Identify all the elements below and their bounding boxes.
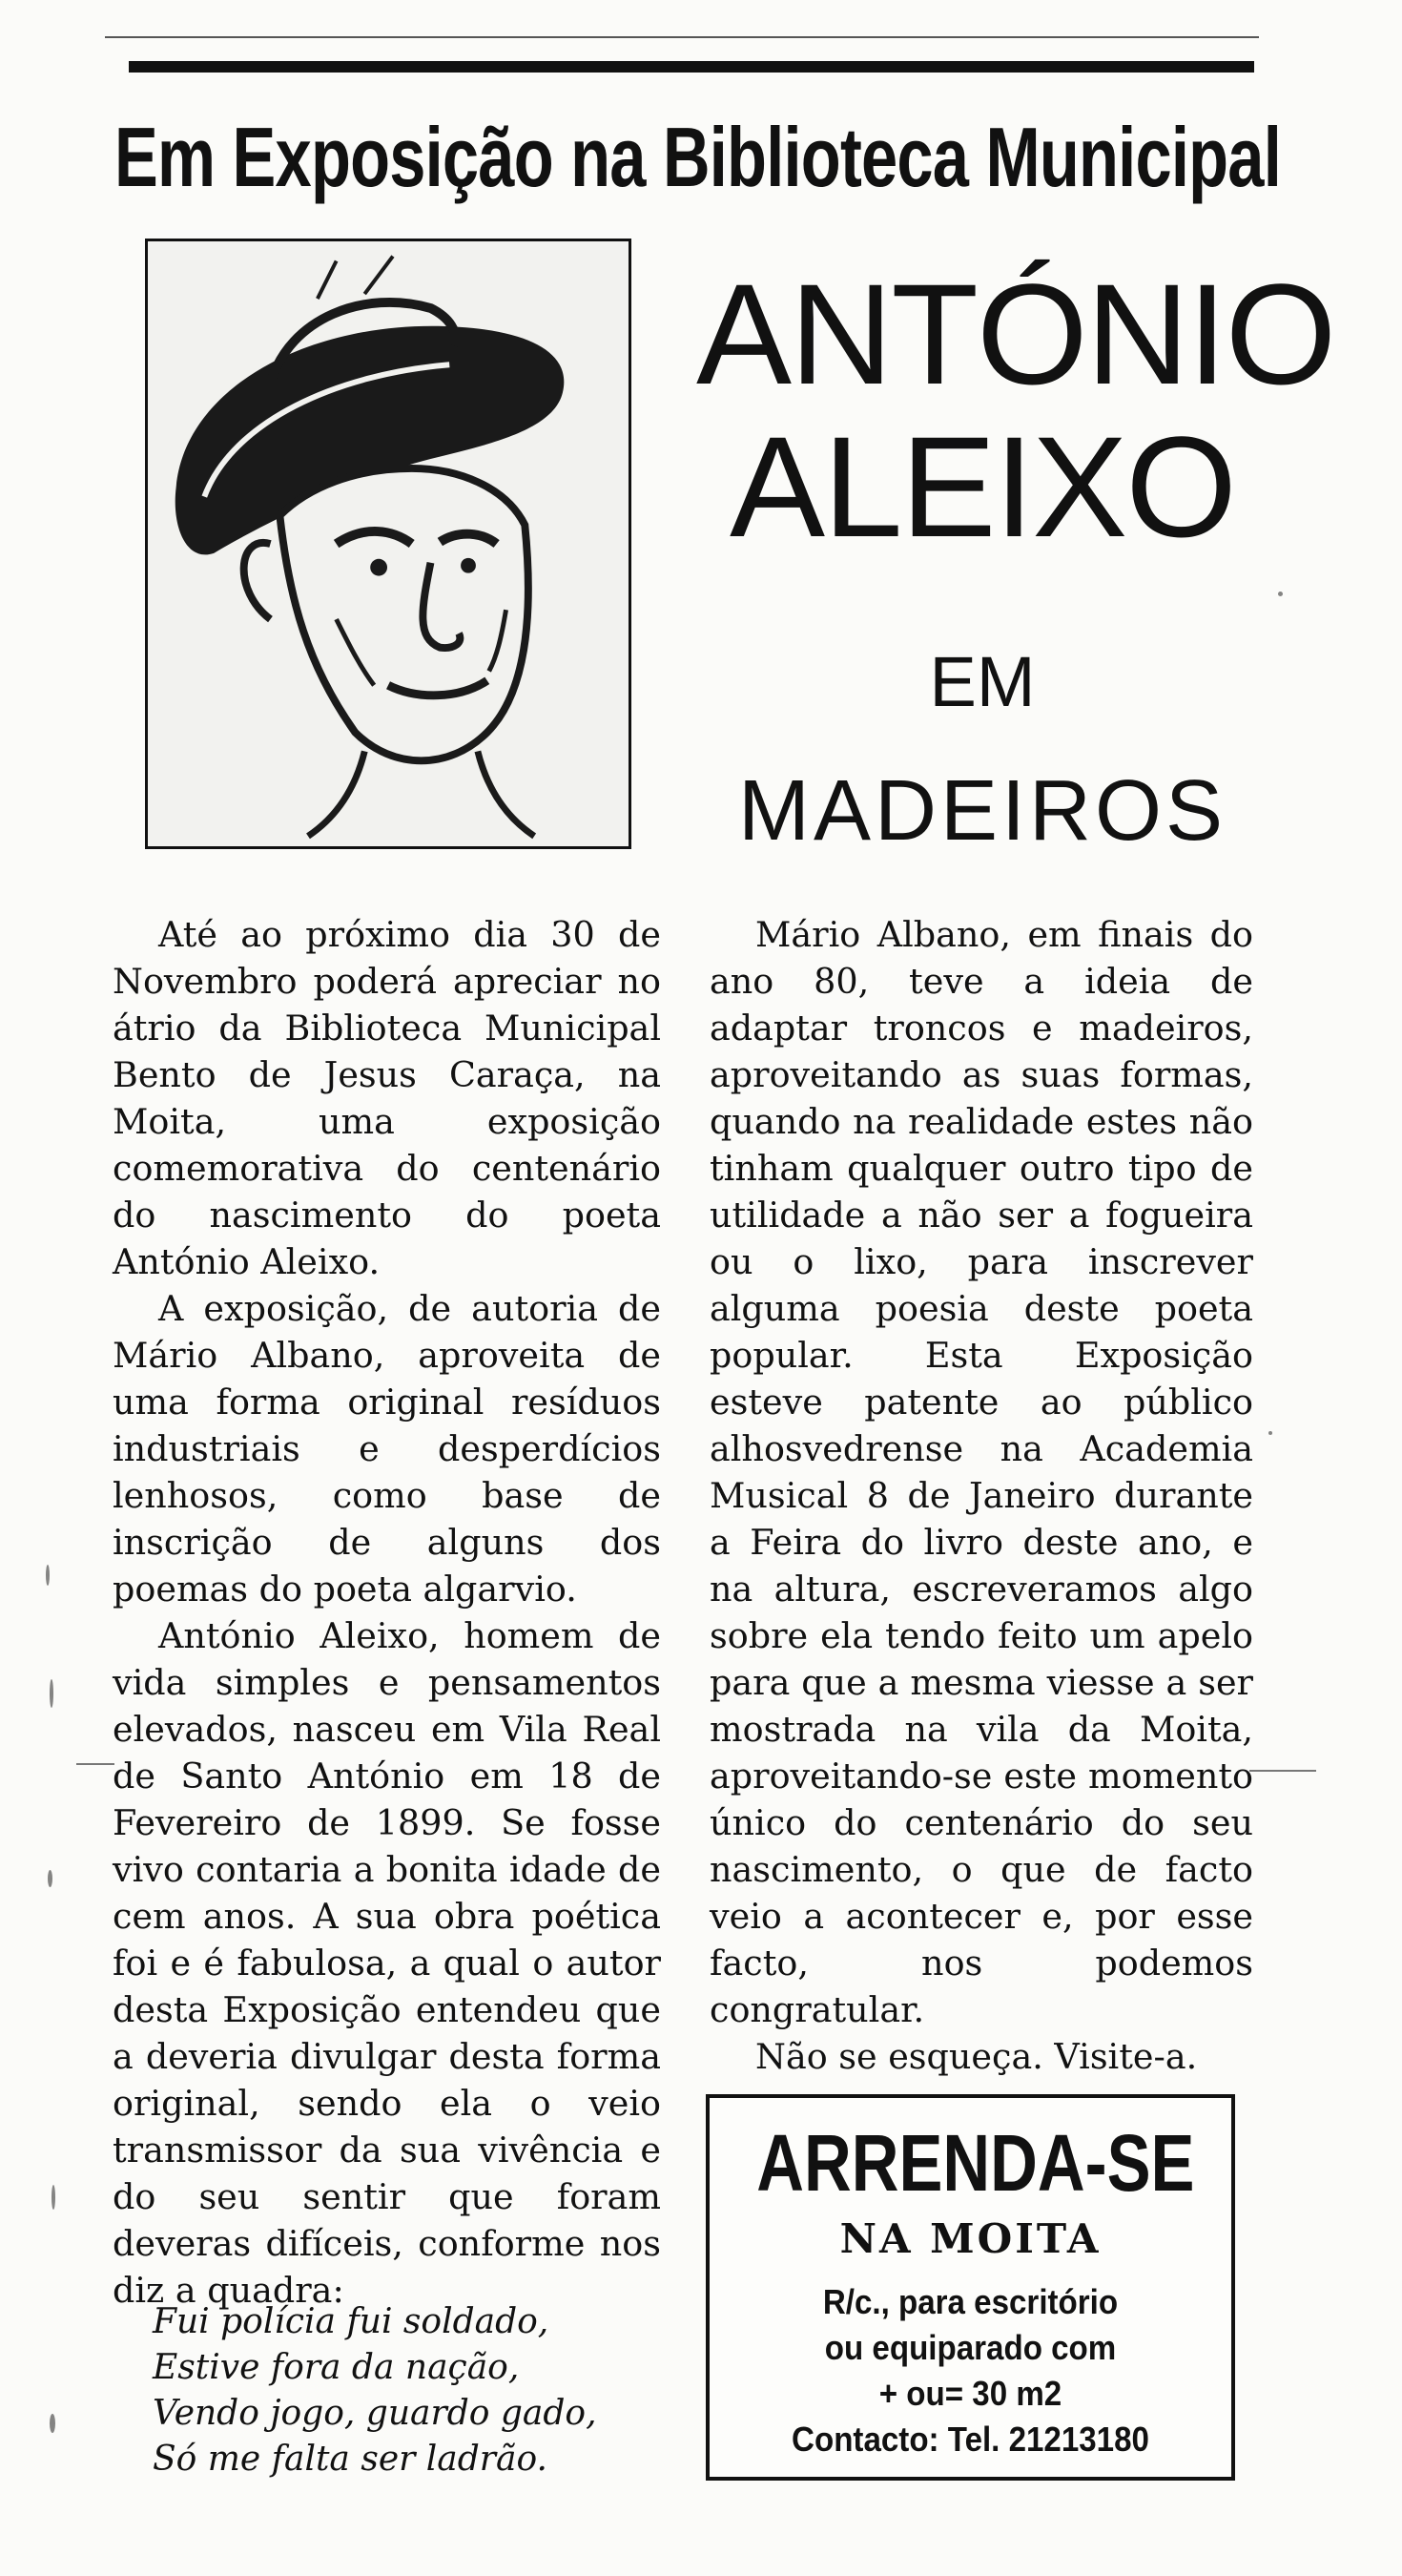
- scan-speckle: [52, 2185, 55, 2210]
- headline: Em Exposição na Biblioteca Municipal: [114, 110, 1281, 204]
- title-line-4: MADEIROS: [737, 763, 1227, 859]
- verse-line: Fui polícia fui soldado,: [153, 2302, 549, 2341]
- classified-ad: [706, 2094, 1235, 2481]
- top-thin-rule: [105, 36, 1259, 38]
- portrait-sketch-icon: [148, 241, 629, 846]
- verse-line: Estive fora da nação,: [153, 2348, 520, 2387]
- ad-details: [710, 2279, 1231, 2462]
- scan-speckle: [1278, 592, 1283, 596]
- verse-quatrain: [153, 2299, 687, 2483]
- right-column: [710, 911, 1253, 2080]
- ad-subtitle: NA MOITA: [839, 2215, 1102, 2262]
- ad-line: + ou= 30 m2: [878, 2374, 1062, 2413]
- top-rule: [129, 61, 1254, 73]
- ad-line: R/c., para escritório: [822, 2282, 1119, 2321]
- ad-contact: Contacto: Tel. 21213180: [792, 2420, 1149, 2459]
- title-line-3: EM: [929, 642, 1036, 721]
- left-column: [113, 911, 661, 2314]
- paragraph: Não se esqueça. Visite-a.: [755, 2036, 1198, 2077]
- title-line-1: ANTÓNIO: [696, 254, 1335, 414]
- scan-line: [1249, 1770, 1316, 1772]
- paragraph: Até ao próximo dia 30 de Novembro poderá apreciar no átrio da Biblioteca Municipal Bento de Jesus Caraça, na Moita, uma exposição comemorativa do centenário do nascimento do poeta António Aleixo.: [113, 914, 661, 1282]
- scan-speckle: [50, 1679, 53, 1708]
- ad-title: ARRENDA-SE: [756, 2118, 1195, 2208]
- scan-speckle: [48, 1870, 52, 1887]
- scan-speckle: [1268, 1431, 1272, 1435]
- ad-line: ou equiparado com: [824, 2328, 1117, 2367]
- scan-speckle: [50, 2414, 55, 2433]
- portrait-frame: [145, 239, 631, 849]
- verse-line: Só me falta ser ladrão.: [153, 2440, 547, 2479]
- verse-line: Vendo jogo, guardo gado,: [153, 2394, 597, 2433]
- article-title: [696, 254, 1335, 868]
- scan-line: [76, 1763, 114, 1765]
- title-line-2: ALEIXO: [730, 406, 1235, 567]
- paragraph: Mário Albano, em finais do ano 80, teve a ideia de adaptar troncos e madeiros, aproveitando as suas formas, quando na realidade estes não tinham qualquer outro tipo de utilidade a não ser a fogueira ou o lixo, para inscrever alguma poesia deste poeta popular. Esta Exposição esteve patente ao público alhosvedrense na Academia Musical 8 de Janeiro durante a Feira do livro deste ano, e na altura, escreveramos algo sobre ela tendo feito um apelo para que a mesma viesse a ser mostrada na vila da Moita, aproveitando-se este momento único do centenário do seu nascimento, o que de facto veio a acontecer e, por esse facto, nos podemos congratular.: [710, 914, 1253, 2030]
- paragraph: António Aleixo, homem de vida simples e pensamentos elevados, nasceu em Vila Real de Santo António em 18 de Fevereiro de 1899. Se fosse vivo contaria a bonita idade de cem anos. A sua obra poética foi e é fabulosa, a qual o autor desta Exposição entendeu que a deveria divulgar desta forma original, sendo ela o veio transmissor da sua vivência e do seu sentir que foram deveras difíceis, conforme nos diz a quadra:: [113, 1615, 661, 2311]
- paragraph: A exposição, de autoria de Mário Albano, aproveita de uma forma original resíduos industriais e desperdícios lenhosos, como base de inscrição de alguns dos poemas do poeta algarvio.: [113, 1288, 661, 1610]
- scan-speckle: [46, 1565, 50, 1586]
